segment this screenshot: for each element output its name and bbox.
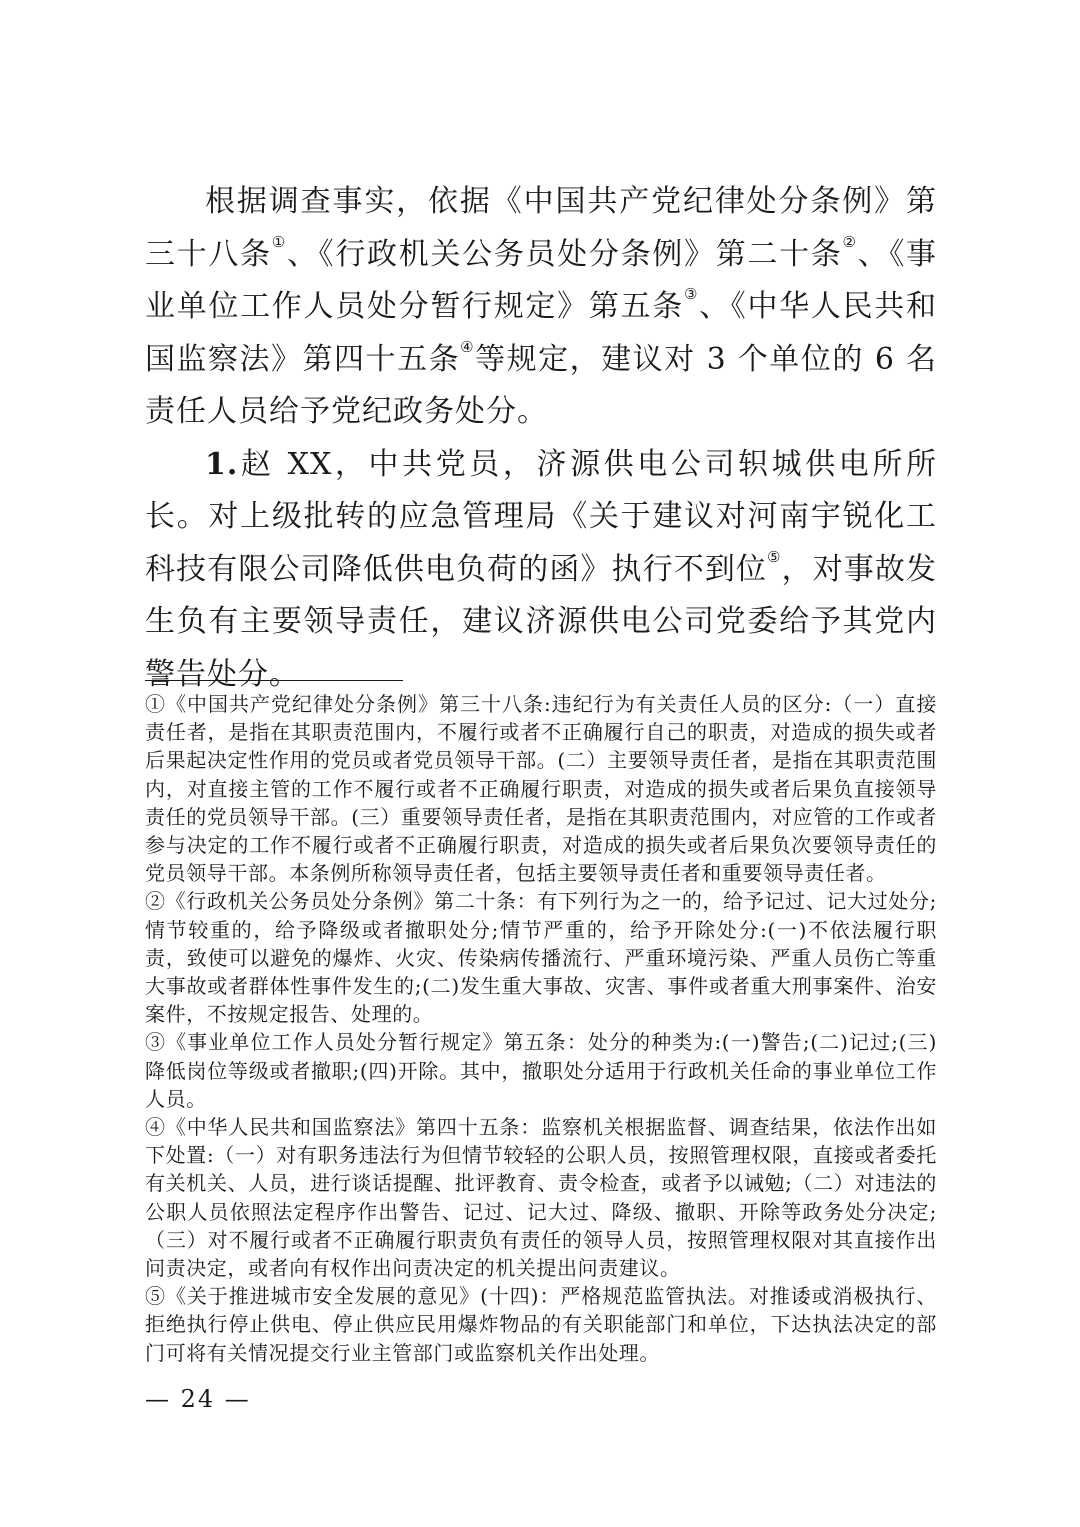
paragraph1-text-5: 等规定，建议对 3 个单位的 6 名责任人员给予党纪政务处分。 [145, 341, 938, 429]
footnote-ref-2[interactable]: ② [842, 232, 858, 251]
paragraph-disciplinary-basis [145, 176, 937, 439]
paragraph2-text-2: ，对事故发生负有主要领导责任，建议济源供电公司党委给予其党内警告处分。 [145, 551, 938, 692]
footnote-3: ③《事业单位工作人员处分暂行规定》第五条：处分的种类为:(一)警告;(二)记过;(三)降低岗位等级或者撤职;(四)开除。其中，撤职处分适用于行政机关任命的事业单位工作人员。 [145, 1030, 937, 1111]
paragraph-person-1 [145, 439, 937, 702]
paragraph2-text-1: 赵 XX，中共党员，济源供电公司轵城供电所所长。对上级批转的应急管理局《关于建议对河南宇锐化工科技有限公司降低供电负荷的函》执行不到位 [145, 446, 937, 587]
footnote-ref-5[interactable]: ⑤ [767, 547, 782, 566]
paragraph1-text-2: 、《行政机关公务员处分条例》第二十条 [286, 236, 843, 272]
footnote-separator [145, 680, 403, 681]
item-number: 1. [205, 446, 239, 482]
footnote-5: ⑤《关于推进城市安全发展的意见》(十四)：严格规范监管执法。对推诿或消极执行、拒绝执行停止供电、停止供应民用爆炸物品的有关职能部门和单位，下达执法决定的部门可将有关情况提交行业主管部门或监察机关作出处理。 [145, 1284, 937, 1365]
footnote-ref-4[interactable]: ④ [460, 337, 476, 356]
footnote-2: ②《行政机关公务员处分条例》第二十条：有下列行为之一的，给予记过、记大过处分;情节较重的，给予降级或者撤职处分;情节严重的，给予开除处分:(一)不依法履行职责，致使可以避免的爆炸、火灾、传染病传播流行、严重环境污染、严重人员伤亡等重大事故或者群体性事件发生的;(二)发生重大事故、灾害、事件或者重大刑事案件、治安案件，不按规定报告、处理的。 [145, 889, 937, 1027]
paragraph1-text-1: 根据调查事实，依据《中国共产党纪律处分条例》第三十八条 [145, 184, 937, 272]
footnote-4: ④《中华人民共和国监察法》第四十五条：监察机关根据监督、调查结果，依法作出如下处置:（一）对有职务违法行为但情节较轻的公职人员，按照管理权限，直接或者委托有关机关、人员，进行谈话提醒、批评教育、责令检查，或者予以诫勉;（二）对违法的公职人员依照法定程序作出警告、记过、记大过、降级、撤职、开除等政务处分决定;（三）对不履行或者不正确履行职责负有责任的领导人员，按照管理权限对其直接作出问责决定，或者向有权作出问责决定的机关提出问责建议。 [145, 1115, 937, 1281]
footnotes-section [145, 690, 937, 1367]
footnote-1: ①《中国共产党纪律处分条例》第三十八条:违纪行为有关责任人员的区分:（一）直接责任者，是指在其职责范围内，不履行或者不正确履行自己的职责，对造成的损失或者后果起决定性作用的党员或者党员领导干部。(二）主要领导责任者，是指在其职责范围内，对直接主管的工作不履行或者不正确履行职责，对造成的损失或者后果负直接领导责任的党员领导干部。(三）重要领导责任者，是指在其职责范围内，对应管的工作或者参与决定的工作不履行或者不正确履行职责，对造成的损失或者后果负次要领导责任的党员领导干部。本条例所称领导责任者，包括主要领导责任者和重要领导责任者。 [145, 692, 937, 886]
footnote-ref-1[interactable]: ① [271, 232, 287, 251]
page-number: — 24 — [145, 1385, 251, 1413]
footnote-ref-3[interactable]: ③ [683, 285, 700, 303]
main-body-text [145, 176, 937, 701]
paragraph1-text-3: 、《事业单位工作人员处分暂行规定》第五条 [145, 236, 938, 324]
paragraph1-text-4: 、《中华人民共和国监察法》第四十五条 [145, 289, 938, 377]
